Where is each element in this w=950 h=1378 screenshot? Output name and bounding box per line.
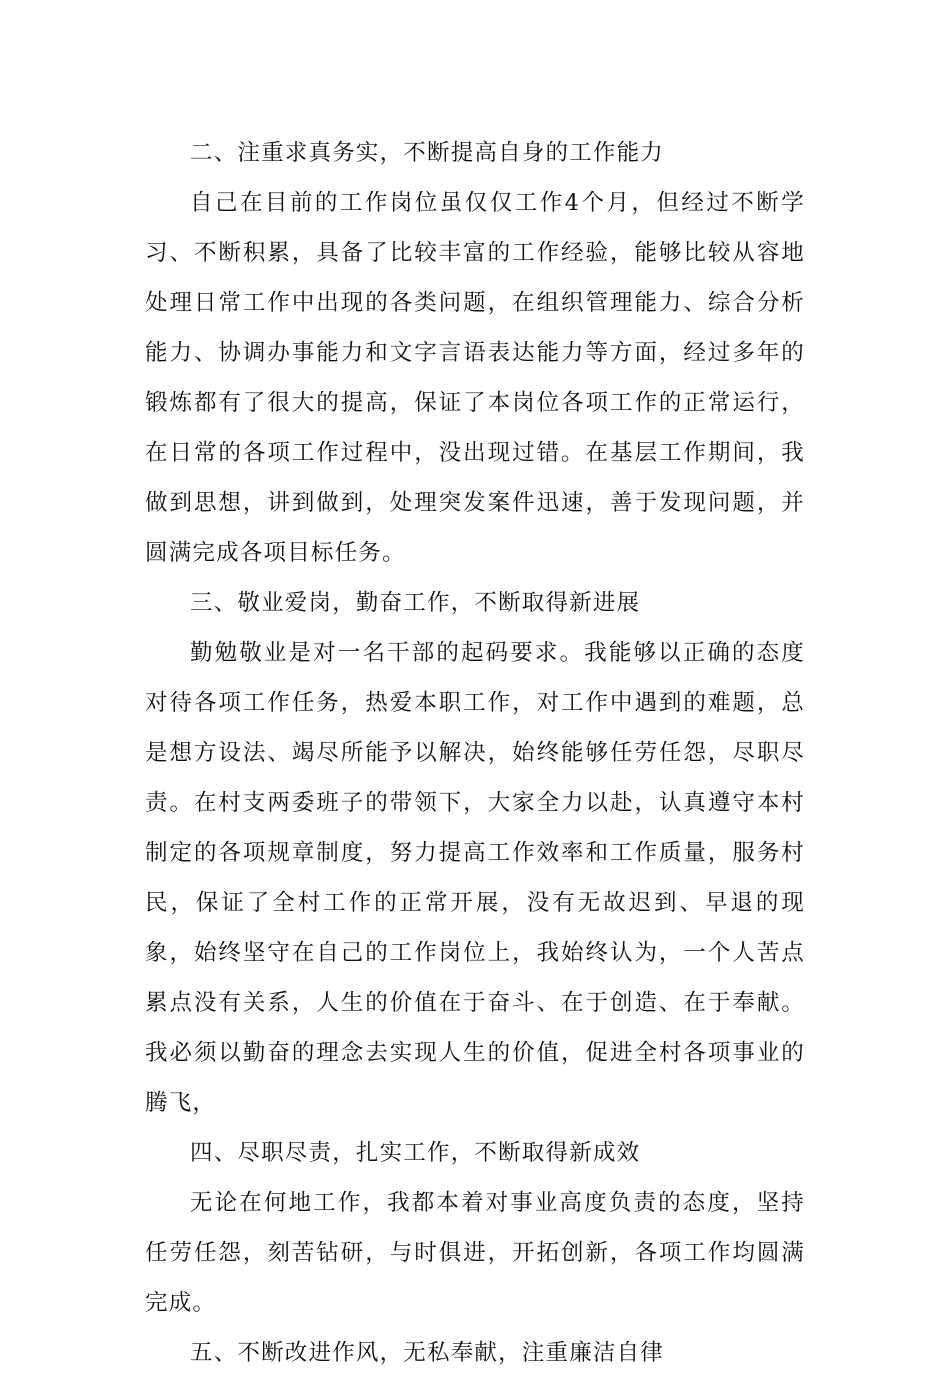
section-heading-2: 二、注重求真务实，不断提高自身的工作能力 (190, 140, 665, 166)
section-heading-3: 三、敬业爱岗，勤奋工作，不断取得新进展 (190, 590, 641, 616)
section-heading-5: 五、不断改进作风，无私奉献，注重廉洁自律 (190, 1340, 665, 1366)
section-paragraph-2: 自己在目前的工作岗位虽仅仅工作4个月，但经过不断学习、不断积累，具备了比较丰富的工作经验，能够比较从容地处理日常工作中出现的各类问题，在组织管理能力、综合分析能力、协调办事能力和文字言语表达能力等方面，经过多年的锻炼都有了很大的提高，保证了本岗位各项工作的正常运行，在日常的各项工作过程中，没出现过错。在基层工作期间，我做到思想，讲到做到，处理突发案件迅速，善于发现问题，并圆满完成各项目标任务。 (145, 190, 805, 566)
document-body (145, 128, 805, 1378)
section-paragraph-4: 无论在何地工作，我都本着对事业高度负责的态度，坚持任劳任怨，刻苦钻研，与时俱进，开拓创新，各项工作均圆满完成。 (145, 1190, 805, 1316)
section-paragraph-3: 勤勉敬业是对一名干部的起码要求。我能够以正确的态度对待各项工作任务，热爱本职工作，对工作中遇到的难题，总是想方设法、竭尽所能予以解决，始终能够任劳任怨，尽职尽责。在村支两委班子的带领下，大家全力以赴，认真遵守本村制定的各项规章制度，努力提高工作效率和工作质量，服务村民，保证了全村工作的正常开展，没有无故迟到、早退的现象，始终坚守在自己的工作岗位上，我始终认为，一个人苦点累点没有关系，人生的价值在于奋斗、在于创造、在于奉献。我必须以勤奋的理念去实现人生的价值，促进全村各项事业的腾飞， (145, 640, 805, 1116)
section-heading-4: 四、尽职尽责，扎实工作，不断取得新成效 (190, 1140, 641, 1166)
